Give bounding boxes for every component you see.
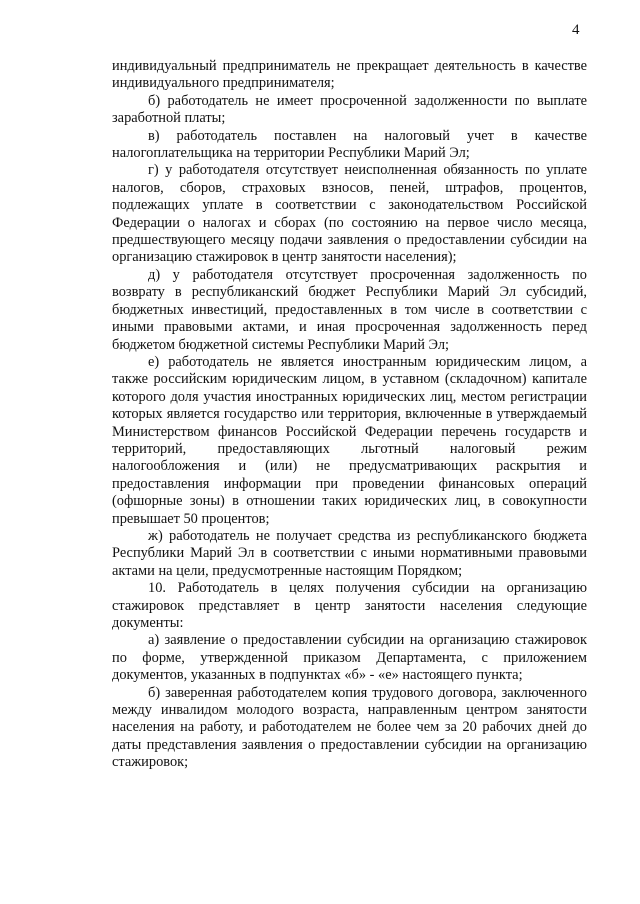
- paragraph-section-10: 10. Работодатель в целях получения субсидии на организацию стажировок представляет в центр занятости населения следующие документы:: [112, 580, 587, 631]
- paragraph-item-v: в) работодатель поставлен на налоговый учет в качестве налогоплательщика на территории Республики Марий Эл;: [112, 127, 587, 162]
- page-number: 4: [572, 22, 580, 38]
- paragraph-item-g: г) у работодателя отсутствует неисполненная обязанность по уплате налогов, сборов, страховых взносов, пеней, штрафов, процентов, подлежащих уплате в соответствии с законодательством Российской Федерации о налогах и сборах (по состоянию на первое число месяца, предшествующего месяцу подачи заявления о предоставлении субсидии на организацию стажировок в центр занятости населения);: [112, 162, 587, 266]
- paragraph-item-b: б) работодатель не имеет просроченной задолженности по выплате заработной платы;: [112, 92, 587, 127]
- paragraph-item-zh: ж) работодатель не получает средства из республиканского бюджета Республики Марий Эл в соответствии с иными нормативными правовыми актами на цели, предусмотренные настоящим Порядком;: [112, 527, 587, 579]
- paragraph-continuation: индивидуальный предприниматель не прекращает деятельность в качестве индивидуального предпринимателя;: [112, 58, 587, 92]
- paragraph-item-e: е) работодатель не является иностранным юридическим лицом, а также российским юридическим лицом, в уставном (складочном) капитале которого доля участия иностранных юридических лиц, местом регистрации которых является государство или территория, включенные в утверждаемый Министерством финансов Российской Федерации перечень государств и территорий, предоставляющих льготный налоговый режим налогообложения и (или) не предусматривающих раскрытия и предоставления информации при проведении финансовых операций (офшорные зоны) в отношении таких юридических лиц, в совокупности превышает 50 процентов;: [112, 353, 587, 527]
- document-body: [112, 58, 587, 772]
- paragraph-item-a: а) заявление о предоставлении субсидии на организацию стажировок по форме, утвержденной приказом Департамента, с приложением документов, указанных в подпунктах «б» - «е» настоящего пункта;: [112, 632, 587, 684]
- paragraph-item-b-2: б) заверенная работодателем копия трудового договора, заключенного между инвалидом молодого возраста, направленным центром занятости населения на работу, и работодателем не более чем за 20 рабочих дней до даты представления заявления о предоставлении субсидии на организацию стажировок;: [112, 684, 587, 771]
- paragraph-item-d: д) у работодателя отсутствует просроченная задолженность по возврату в республиканский бюджет Республики Марий Эл субсидий, бюджетных инвестиций, предоставленных в том числе в соответствии с иными правовыми актами, и иная просроченная задолженность перед бюджетом бюджетной системы Республики Марий Эл;: [112, 266, 587, 353]
